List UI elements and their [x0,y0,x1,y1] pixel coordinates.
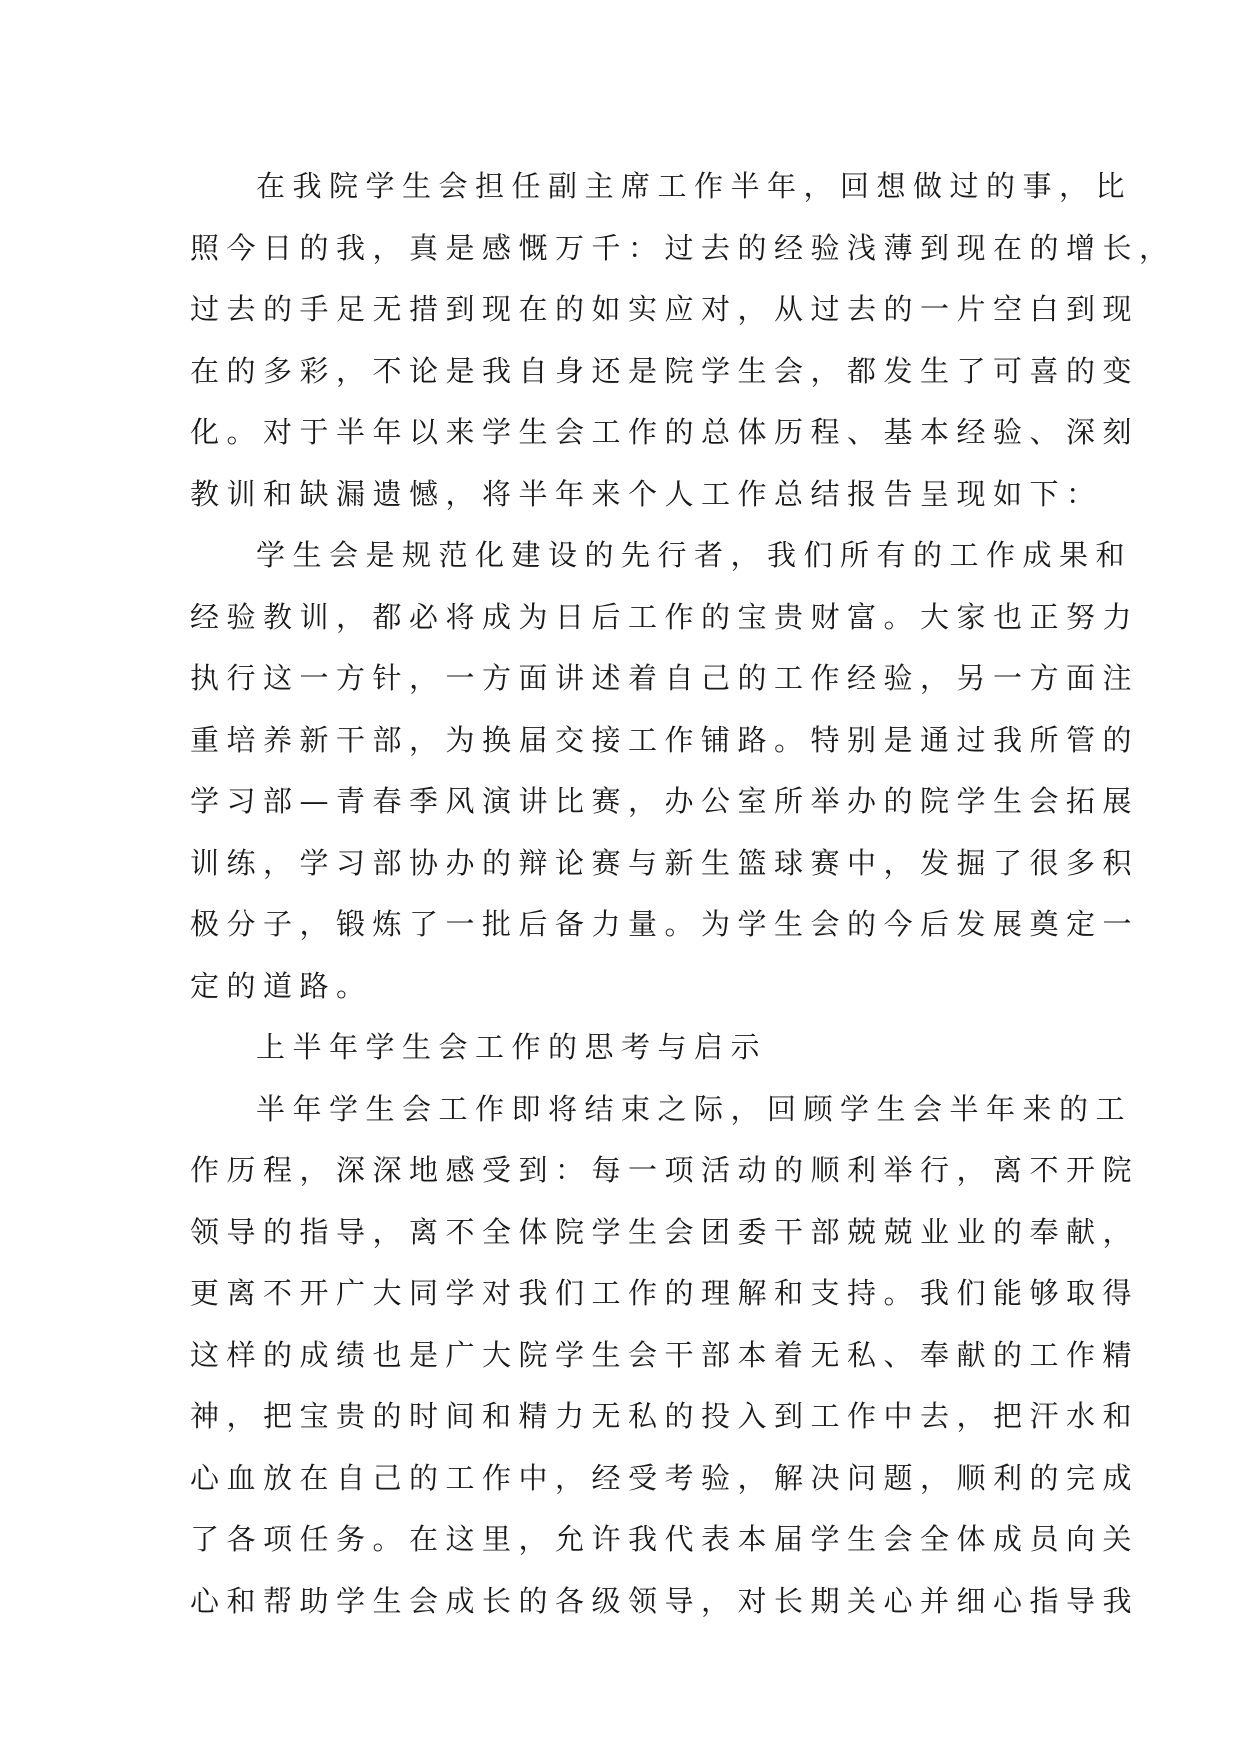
paragraph-2-line-2: 经验教训，都必将成为日后工作的宝贵财富。大家也正努力 [190,599,1140,634]
paragraph-3-line-6: 神，把宝贵的时间和精力无私的投入到工作中去，把汗水和 [190,1399,1140,1433]
document-body [190,156,1176,1632]
paragraph-1-line-1: 在我院学生会担任副主席工作半年，回想做过的事，比 [256,169,1133,203]
paragraph-3-line-3: 领导的指导，离不全体院学生会团委干部兢兢业业的奉献， [190,1214,1140,1249]
paragraph-2-line-3: 执行这一方针，一方面讲述着自己的工作经验，另一方面注 [190,661,1140,695]
paragraph-2-line-5: 学习部—青春季风演讲比赛，办公室所举办的院学生会拓展 [190,784,1140,818]
paragraph-3-line-8: 了各项任务。在这里，允许我代表本届学生会全体成员向关 [190,1522,1140,1556]
paragraph-2-line-7: 极分子，锻炼了一批后备力量。为学生会的今后发展奠定一 [190,907,1140,941]
paragraph-1-line-4: 在的多彩，不论是我自身还是院学生会，都发生了可喜的变 [190,353,1140,388]
paragraph-1-line-6: 教训和缺漏遗憾，将半年来个人工作总结报告呈现如下： [190,476,1103,511]
section-heading: 上半年学生会工作的思考与启示 [256,1030,768,1064]
paragraph-3-line-1: 半年学生会工作即将结束之际，回顾学生会半年来的工 [256,1091,1133,1126]
paragraph-1-line-5: 化。对于半年以来学生会工作的总体历程、基本经验、深刻 [190,415,1140,449]
paragraph-2-line-1: 学生会是规范化建设的先行者，我们所有的工作成果和 [256,538,1133,572]
paragraph-3-line-9: 心和帮助学生会成长的各级领导，对长期关心并细心指导我 [190,1583,1140,1618]
paragraph-3-line-2: 作历程，深深地感受到：每一项活动的顺利举行，离不开院 [190,1153,1140,1187]
paragraph-1-line-3: 过去的手足无措到现在的如实应对，从过去的一片空白到现 [190,292,1140,326]
paragraph-3-line-4: 更离不开广大同学对我们工作的理解和支持。我们能够取得 [190,1276,1140,1310]
paragraph-2-line-6: 训练，学习部协办的辩论赛与新生篮球赛中，发掘了很多积 [190,845,1140,880]
paragraph-3-line-7: 心血放在自己的工作中，经受考验，解决问题，顺利的完成 [190,1460,1140,1495]
paragraph-2-line-8: 定的道路。 [190,968,373,1003]
paragraph-2-line-4: 重培养新干部，为换届交接工作铺路。特别是通过我所管的 [190,722,1140,757]
paragraph-3-line-5: 这样的成绩也是广大院学生会干部本着无私、奉献的工作精 [190,1337,1140,1372]
paragraph-1-line-2: 照今日的我，真是感慨万千：过去的经验浅薄到现在的增长， [190,230,1176,265]
